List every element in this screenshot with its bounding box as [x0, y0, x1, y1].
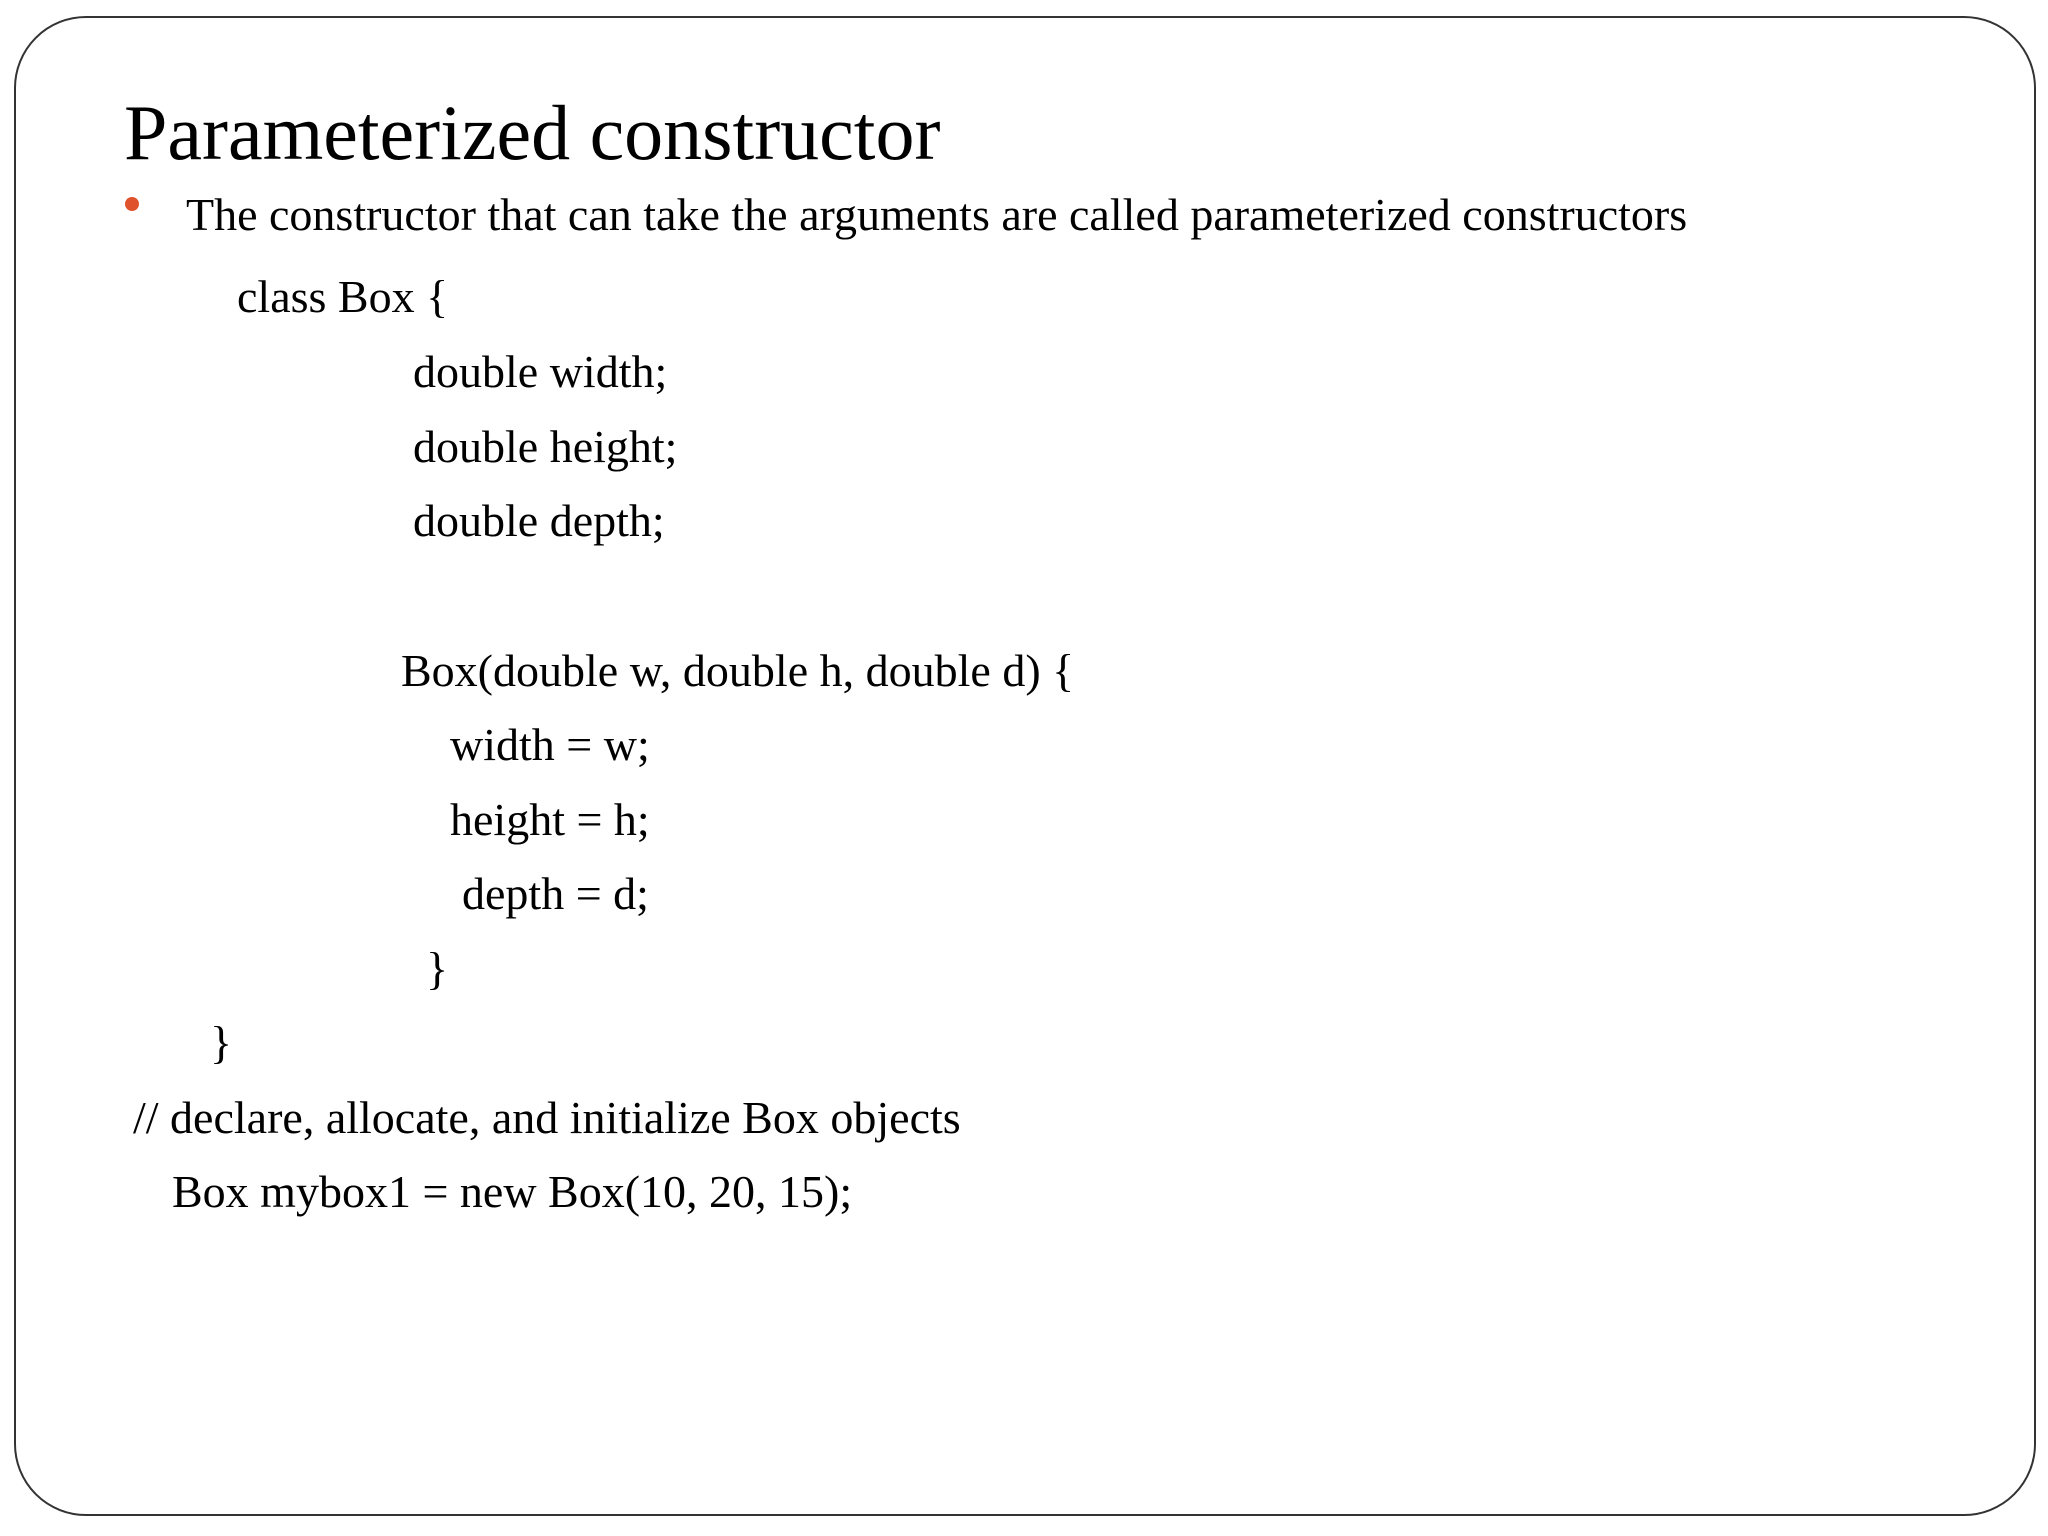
- code-line-constructor-signature: Box(double w, double h, double d) {: [401, 645, 1075, 696]
- code-line-constructor-close-brace: }: [426, 943, 449, 994]
- slide-title: Parameterized constructor: [124, 89, 941, 176]
- code-line-width-field: double width;: [413, 346, 668, 397]
- code-line-depth-assignment: depth = d;: [462, 868, 649, 919]
- code-line-object-creation: Box mybox1 = new Box(10, 20, 15);: [172, 1166, 853, 1217]
- code-comment: // declare, allocate, and initialize Box objects: [133, 1092, 961, 1143]
- bullet-text: The constructor that can take the arguments are called parameterized constructors: [186, 189, 1688, 240]
- code-line-height-assignment: height = h;: [450, 794, 650, 845]
- code-line-depth-field: double depth;: [413, 495, 665, 546]
- code-line-class-declaration: class Box {: [237, 271, 449, 322]
- bullet-point-icon: [125, 197, 139, 211]
- code-line-width-assignment: width = w;: [450, 719, 650, 770]
- code-line-height-field: double height;: [413, 421, 678, 472]
- code-line-class-close-brace: }: [210, 1017, 233, 1068]
